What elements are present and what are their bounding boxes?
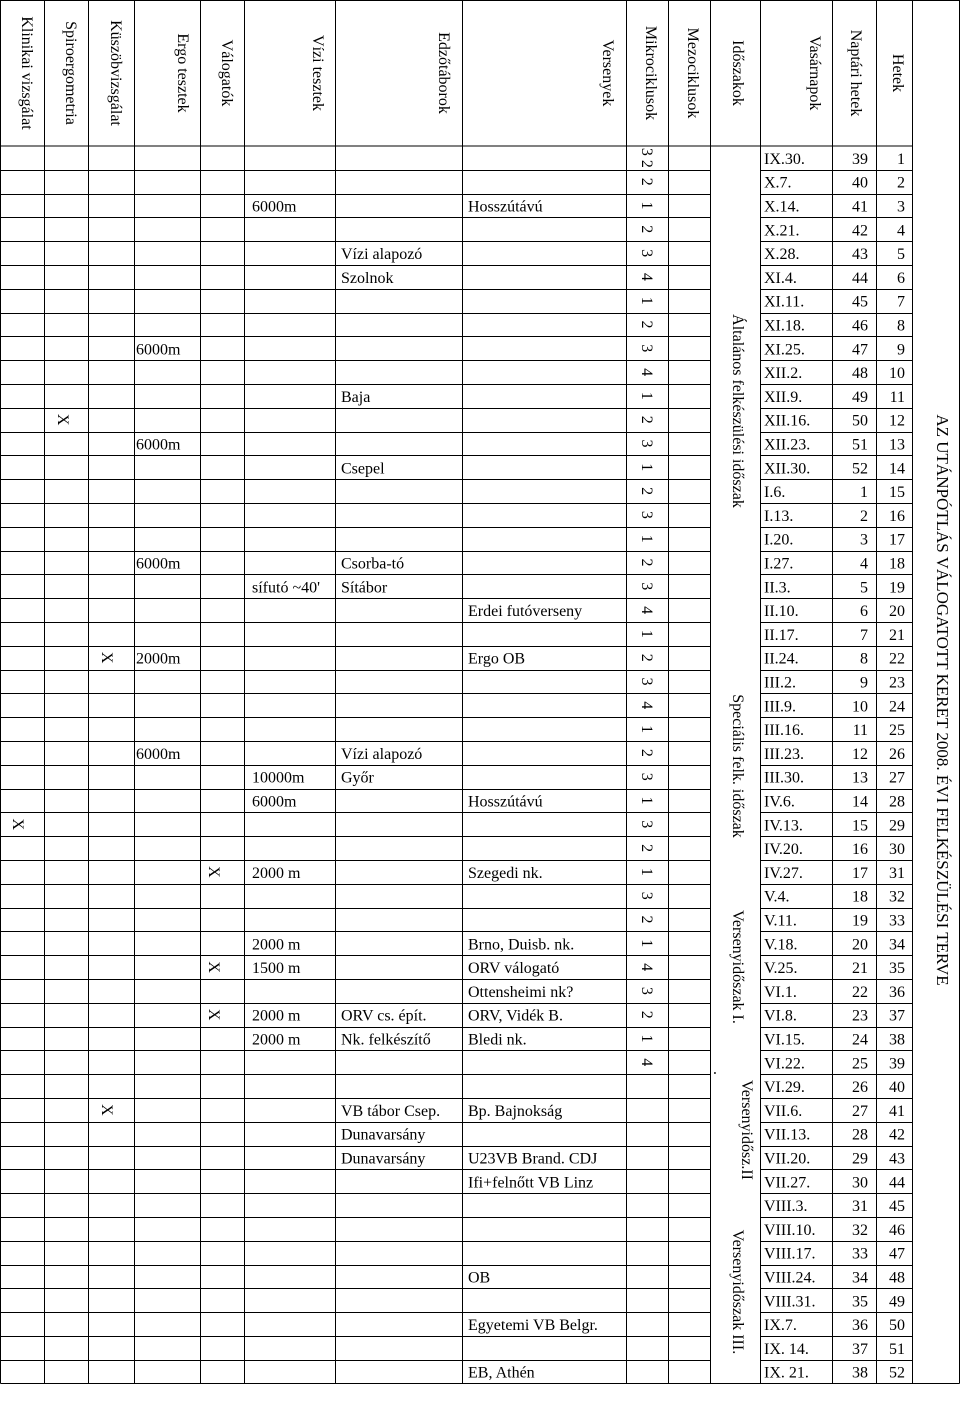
- cell-nap: 42: [852, 222, 868, 240]
- cell-mikro: 2: [638, 487, 655, 496]
- cell-nap: 40: [852, 174, 868, 192]
- cell-nap: 19: [852, 912, 868, 930]
- cell-nap: 45: [852, 293, 868, 311]
- cell-het: 47: [889, 1245, 905, 1263]
- cell-vas: III.9.: [764, 698, 796, 716]
- cell-het: 23: [889, 674, 905, 692]
- cell-versenyek: Hosszútávú: [468, 793, 543, 811]
- cell-vas: V.25.: [764, 960, 798, 978]
- cell-het: 28: [889, 793, 905, 811]
- cell-nap: 25: [852, 1055, 868, 1073]
- cell-mikro: 1: [638, 201, 655, 210]
- cell-het: 18: [889, 555, 905, 573]
- cell-vas: IV.20.: [764, 841, 803, 859]
- cell-nap: 34: [852, 1269, 868, 1287]
- cell-vas: VI.15.: [764, 1031, 805, 1049]
- cell-mikro: 2: [638, 844, 655, 853]
- cell-nap: 23: [852, 1007, 868, 1025]
- cell-het: 21: [889, 626, 905, 644]
- cell-mikro: 3: [638, 582, 655, 591]
- cell-nap: 38: [852, 1364, 868, 1382]
- cell-nap: 32: [852, 1221, 868, 1239]
- cell-edzotab: Baja: [341, 388, 371, 406]
- cell-mikro: 2: [638, 1010, 655, 1019]
- cell-vas: XII.23.: [764, 436, 811, 454]
- cell-mikro: 2: [638, 748, 655, 757]
- cell-vas: VII.27.: [764, 1174, 811, 1192]
- cell-versenyek: U23VB Brand. CDJ: [468, 1150, 598, 1168]
- table-cells: [9, 148, 905, 1382]
- cell-mikro: 1: [638, 296, 655, 305]
- cell-versenyek: ORV, Vidék B.: [468, 1007, 563, 1025]
- cell-het: 49: [889, 1293, 905, 1311]
- cell-versenyek: Brno, Duisb. nk.: [468, 936, 575, 954]
- cell-het: 31: [889, 864, 905, 882]
- cell-vas: XII.9.: [764, 388, 803, 406]
- cell-versenyek: OB: [468, 1269, 491, 1287]
- cell-mikro: 1: [638, 867, 655, 876]
- cell-vas: IV.13.: [764, 817, 803, 835]
- cell-mikro: 1: [638, 796, 655, 805]
- cell-het: 34: [889, 936, 905, 954]
- cell-vas: VI.1.: [764, 983, 797, 1001]
- cell-versenyek: Szegedi nk.: [468, 864, 543, 882]
- cell-vas: VII.20.: [764, 1150, 811, 1168]
- cell-vizi: 2000 m: [252, 864, 301, 882]
- cell-het: 24: [889, 698, 905, 716]
- cell-het: 22: [889, 650, 905, 668]
- cell-vas: IV.27.: [764, 864, 803, 882]
- cell-het: 52: [889, 1364, 905, 1382]
- header-naptari-hetek: Naptári hetek: [847, 29, 864, 117]
- cell-vas: XI.18.: [764, 317, 805, 335]
- cell-nap: 3: [860, 531, 868, 549]
- cell-kuszob: X: [98, 651, 115, 664]
- cell-mikro: 1: [638, 534, 655, 543]
- cell-het: 19: [889, 579, 905, 597]
- period-verseny-3: Versenyidőszak III.: [729, 1229, 746, 1355]
- cell-het: 29: [889, 817, 905, 835]
- cell-nap: 2: [860, 507, 868, 525]
- cell-het: 32: [889, 888, 905, 906]
- cell-versenyek: Ifi+felnőtt VB Linz: [468, 1174, 594, 1192]
- cell-vas: XI.11.: [764, 293, 805, 311]
- cell-vas: III.2.: [764, 674, 796, 692]
- header-edzotaborok: Edzőtáborok: [435, 32, 452, 114]
- cell-mikro: 4: [638, 272, 655, 281]
- cell-nap: 1: [860, 484, 868, 502]
- cell-nap: 29: [852, 1150, 868, 1168]
- cell-vas: XI.25.: [764, 341, 805, 359]
- cell-vas: VI.8.: [764, 1007, 797, 1025]
- cell-nap: 41: [852, 198, 868, 216]
- cell-nap: 4: [860, 555, 868, 573]
- cell-klinikai: X: [9, 818, 26, 831]
- cell-het: 48: [889, 1269, 905, 1287]
- cell-versenyek: Egyetemi VB Belgr.: [468, 1317, 598, 1335]
- cell-het: 20: [889, 603, 905, 621]
- cell-vas: VIII.3.: [764, 1198, 808, 1216]
- cell-edzotab: Csepel: [341, 460, 385, 478]
- header-mezociklusok: Mezociklusok: [684, 27, 701, 119]
- document-title: AZ UTÁNPÓTLÁS VÁLOGATOTT KERET 2008. ÉVI FELKÉSZÜLÉSI TERVE: [933, 414, 952, 986]
- cell-het: 17: [889, 531, 905, 549]
- cell-vas: VIII.31.: [764, 1293, 816, 1311]
- cell-edzotab: Vízi alapozó: [341, 246, 423, 264]
- cell-mikro: 2: [638, 558, 655, 567]
- header-versenyek: Versenyek: [599, 39, 616, 107]
- header-vizi-tesztek: Vízi tesztek: [309, 35, 326, 111]
- cell-vas: V.4.: [764, 888, 790, 906]
- cell-het: 15: [889, 484, 905, 502]
- cell-edzotab: Sítábor: [341, 579, 388, 597]
- cell-mikro: 3: [638, 439, 655, 448]
- cell-nap: 22: [852, 983, 868, 1001]
- cell-vas: I.6.: [764, 484, 786, 502]
- cell-mikro: 2: [638, 415, 655, 424]
- cell-nap: 49: [852, 388, 868, 406]
- cell-nap: 48: [852, 365, 868, 383]
- cell-nap: 24: [852, 1031, 868, 1049]
- cell-mikro: 3: [638, 891, 655, 900]
- cell-mikro: 2: [638, 653, 655, 662]
- cell-het: 10: [889, 365, 905, 383]
- cell-het: 27: [889, 769, 905, 787]
- header-vasarnapok: Vasárnapok: [806, 35, 823, 111]
- cell-edzotab: Csorba-tó: [341, 555, 405, 573]
- cell-mikro: 1: [638, 725, 655, 734]
- cell-vizi: sífutó ~40': [252, 579, 320, 597]
- header-kuszobvizsgalat: Küszöbvizsgálat: [107, 20, 124, 126]
- cell-mikro: 2: [638, 177, 655, 186]
- cell-vizi: 2000 m: [252, 936, 301, 954]
- cell-nap: 31: [852, 1198, 868, 1216]
- cell-vas: V.18.: [764, 936, 798, 954]
- cell-edzotab: ORV cs. épít.: [341, 1007, 427, 1025]
- cell-het: 1: [897, 150, 905, 168]
- cell-mikro: 1: [638, 391, 655, 400]
- cell-edzotab: Győr: [341, 769, 374, 787]
- cell-vas: VIII.24.: [764, 1269, 816, 1287]
- cell-het: 6: [897, 269, 905, 287]
- cell-het: 50: [889, 1317, 905, 1335]
- cell-het: 33: [889, 912, 905, 930]
- cell-het: 7: [897, 293, 905, 311]
- cell-het: 5: [897, 246, 905, 264]
- cell-vas: III.23.: [764, 745, 804, 763]
- cell-spiro: X: [54, 413, 71, 426]
- cell-vas: II.17.: [764, 626, 799, 644]
- cell-nap: 17: [852, 864, 868, 882]
- cell-vas: VIII.17.: [764, 1245, 816, 1263]
- cell-mikro: 3: [638, 986, 655, 995]
- cell-mikro: 1: [638, 939, 655, 948]
- cell-vizi: 2000 m: [252, 1007, 301, 1025]
- cell-nap: 15: [852, 817, 868, 835]
- cell-nap: 46: [852, 317, 868, 335]
- cell-mikro: 4: [638, 1058, 655, 1067]
- cell-nap: 27: [852, 1102, 868, 1120]
- cell-edzotab: Nk. felkészítő: [341, 1031, 431, 1049]
- cell-het: 16: [889, 507, 905, 525]
- cell-versenyek: Ottensheimi nk?: [468, 983, 574, 1001]
- cell-het: 40: [889, 1079, 905, 1097]
- header-ergo-tesztek: Ergo tesztek: [174, 33, 191, 113]
- header-spiroergometria: Spiroergometria: [62, 21, 79, 125]
- cell-nap: 21: [852, 960, 868, 978]
- cell-vas: V.11.: [764, 912, 797, 930]
- cell-nap: 20: [852, 936, 868, 954]
- cell-ergo: 6000m: [136, 745, 181, 763]
- cell-versenyek: Erdei futóverseny: [468, 603, 583, 621]
- cell-vas: II.10.: [764, 603, 799, 621]
- cell-nap: 33: [852, 1245, 868, 1263]
- cell-het: 9: [897, 341, 905, 359]
- cell-mikro: 1: [638, 629, 655, 638]
- cell-vas: XII.2.: [764, 365, 803, 383]
- cell-mikro: 2: [638, 225, 655, 234]
- period-specialis: Speciális felk. időszak: [729, 694, 746, 838]
- cell-ergo: 2000m: [136, 650, 181, 668]
- cell-vas: VII.6.: [764, 1102, 803, 1120]
- cell-het: 46: [889, 1221, 905, 1239]
- cell-vas: III.30.: [764, 769, 804, 787]
- cell-vas: II.24.: [764, 650, 799, 668]
- cell-nap: 35: [852, 1293, 868, 1311]
- cell-mikro: 3: [638, 677, 655, 686]
- cell-het: 36: [889, 983, 905, 1001]
- cell-nap: 26: [852, 1079, 868, 1097]
- cell-het: 42: [889, 1126, 905, 1144]
- cell-vas: VI.22.: [764, 1055, 805, 1073]
- cell-het: 41: [889, 1102, 905, 1120]
- cell-vizi: 6000m: [252, 793, 297, 811]
- header-idoszakok: Időszakok: [729, 40, 746, 106]
- cell-edzotab: Szolnok: [341, 269, 394, 287]
- cell-mikro: 3: [638, 249, 655, 258]
- cell-nap: 36: [852, 1317, 868, 1335]
- cell-nap: 30: [852, 1174, 868, 1192]
- cell-nap: 52: [852, 460, 868, 478]
- cell-vas: VII.13.: [764, 1126, 811, 1144]
- cell-nap: 5: [860, 579, 868, 597]
- cell-het: 51: [889, 1340, 905, 1358]
- cell-nap: 7: [860, 626, 868, 644]
- cell-het: 11: [889, 388, 905, 406]
- cell-nap: 51: [852, 436, 868, 454]
- period-altalanos: Általános felkészülési időszak: [729, 314, 746, 508]
- header-valogatok: Válogatók: [218, 39, 235, 107]
- cell-het: 35: [889, 960, 905, 978]
- cell-vas: IX.30.: [764, 150, 805, 168]
- cell-het: 38: [889, 1031, 905, 1049]
- cell-het: 44: [889, 1174, 905, 1192]
- cell-ergo: 6000m: [136, 341, 181, 359]
- cell-vas: II.3.: [764, 579, 791, 597]
- cell-nap: 37: [852, 1340, 868, 1358]
- cell-vas: X.21.: [764, 222, 800, 240]
- cell-versenyek: EB, Athén: [468, 1364, 535, 1382]
- cell-vas: VI.29.: [764, 1079, 805, 1097]
- cell-versenyek: Bp. Bajnokság: [468, 1102, 563, 1120]
- cell-valogatok: X: [205, 866, 222, 878]
- cell-valogatok: X: [205, 961, 222, 973]
- cell-vizi: 6000m: [252, 198, 297, 216]
- cell-vizi: 10000m: [252, 769, 305, 787]
- cell-edzotab: Vízi alapozó: [341, 745, 423, 763]
- cell-nap: 39: [852, 150, 868, 168]
- cell-nap: 13: [852, 769, 868, 787]
- cell-nap: 43: [852, 246, 868, 264]
- cell-valogatok: X: [205, 1008, 222, 1021]
- cell-het: 4: [897, 222, 905, 240]
- cell-vas: IX. 21.: [764, 1364, 809, 1382]
- cell-nap: 10: [852, 698, 868, 716]
- cell-edzotab: Dunavarsány: [341, 1150, 426, 1168]
- cell-mikro: 4: [638, 606, 655, 615]
- cell-edzotab: Dunavarsány: [341, 1126, 426, 1144]
- cell-vas: X.7.: [764, 174, 792, 192]
- cell-mikro: 2: [638, 915, 655, 924]
- header-mikrociklusok: Mikrociklusok: [642, 25, 659, 121]
- period-verseny-1: Versenyidőszak I.: [729, 910, 746, 1024]
- cell-mikro: 3 2: [638, 147, 655, 168]
- cell-vas: XI.4.: [764, 269, 797, 287]
- cell-het: 45: [889, 1198, 905, 1216]
- cell-vas: XII.16.: [764, 412, 811, 430]
- cell-nap: 44: [852, 269, 868, 287]
- cell-vas: VIII.10.: [764, 1221, 816, 1239]
- cell-vas: X.14.: [764, 198, 800, 216]
- cell-het: 39: [889, 1055, 905, 1073]
- cell-mikro: 4: [638, 963, 655, 972]
- period-dot: .: [710, 1071, 727, 1075]
- cell-nap: 16: [852, 841, 868, 859]
- cell-het: 26: [889, 745, 905, 763]
- cell-nap: 6: [860, 603, 868, 621]
- cell-mikro: 1: [638, 463, 655, 472]
- cell-ergo: 6000m: [136, 436, 181, 454]
- cell-nap: 12: [852, 745, 868, 763]
- cell-vizi: 2000 m: [252, 1031, 301, 1049]
- period-verseny-2: Versenyidősz.II: [738, 1080, 755, 1180]
- cell-vas: I.13.: [764, 507, 794, 525]
- cell-het: 3: [897, 198, 905, 216]
- header-klinikai-vizsgalat: Klinikai vizsgálat: [18, 16, 35, 130]
- cell-edzotab: VB tábor Csep.: [341, 1102, 441, 1120]
- cell-mikro: 2: [638, 320, 655, 329]
- cell-het: 30: [889, 841, 905, 859]
- cell-nap: 28: [852, 1126, 868, 1144]
- cell-nap: 14: [852, 793, 868, 811]
- cell-vas: XII.30.: [764, 460, 811, 478]
- cell-het: 25: [889, 722, 905, 740]
- cell-vas: IX.7.: [764, 1317, 797, 1335]
- cell-versenyek: Bledi nk.: [468, 1031, 527, 1049]
- cell-vas: I.27.: [764, 555, 794, 573]
- cell-kuszob: X: [98, 1104, 115, 1116]
- cell-mikro: 1: [638, 1034, 655, 1043]
- cell-vas: IX. 14.: [764, 1340, 809, 1358]
- cell-het: 43: [889, 1150, 905, 1168]
- cell-het: 14: [889, 460, 905, 478]
- cell-ergo: 6000m: [136, 555, 181, 573]
- cell-vas: X.28.: [764, 246, 800, 264]
- cell-het: 12: [889, 412, 905, 430]
- cell-mikro: 4: [638, 701, 655, 710]
- cell-nap: 18: [852, 888, 868, 906]
- cell-nap: 11: [852, 722, 868, 740]
- period-labels: [710, 314, 755, 1354]
- cell-het: 37: [889, 1007, 905, 1025]
- cell-nap: 8: [860, 650, 868, 668]
- cell-vizi: 1500 m: [252, 960, 301, 978]
- cell-vas: IV.6.: [764, 793, 795, 811]
- cell-het: 2: [897, 174, 905, 192]
- cell-versenyek: Ergo OB: [468, 650, 526, 668]
- cell-vas: III.16.: [764, 722, 804, 740]
- cell-mikro: 3: [638, 510, 655, 519]
- cell-versenyek: Hosszútávú: [468, 198, 543, 216]
- cell-nap: 47: [852, 341, 868, 359]
- cell-het: 8: [897, 317, 905, 335]
- cell-mikro: 3: [638, 772, 655, 781]
- cell-mikro: 3: [638, 820, 655, 829]
- cell-vas: I.20.: [764, 531, 794, 549]
- cell-mikro: 4: [638, 368, 655, 377]
- header-hetek: Hetek: [889, 53, 906, 93]
- cell-versenyek: ORV válogató: [468, 960, 560, 978]
- cell-mikro: 3: [638, 344, 655, 353]
- cell-het: 13: [889, 436, 905, 454]
- cell-nap: 50: [852, 412, 868, 430]
- cell-nap: 9: [860, 674, 868, 692]
